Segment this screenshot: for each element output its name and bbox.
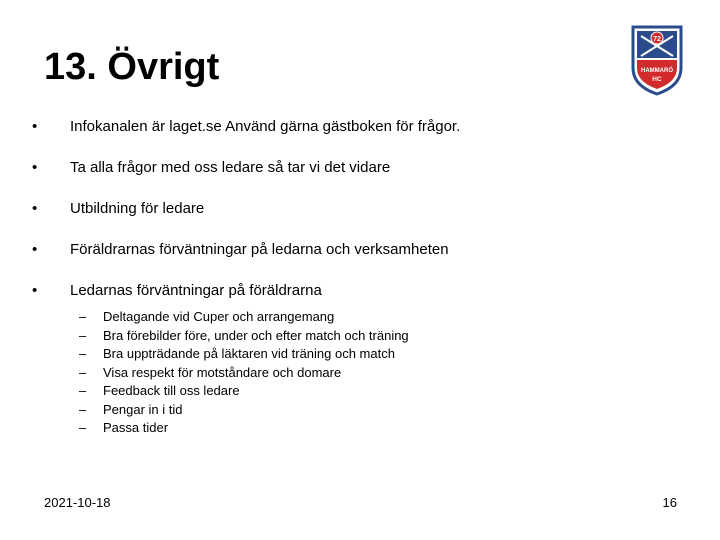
sub-bullet-item [79,364,409,383]
sub-bullet-text: Feedback till oss ledare [103,383,240,398]
sub-bullet-item [79,382,409,401]
bullet-text: Ledarnas förväntningar på föräldrarna [70,282,322,299]
sub-bullet-list [79,308,409,438]
sub-bullet-item [79,308,409,327]
bullet-text: Infokanalen är laget.se Använd gärna gästboken för frågor. [70,118,461,135]
page-number: 16 [662,495,677,510]
bullet-marker: • [32,200,38,217]
sub-bullet-text: Pengar in i tid [103,401,183,417]
sub-bullet-item [79,419,409,438]
sub-bullet-marker: – [79,364,87,380]
bullet-item [32,118,692,136]
sub-bullet-marker: – [79,346,87,361]
bullet-item [32,200,692,218]
footer-date: 2021-10-18 [44,495,111,510]
bullet-text: Ta alla frågor med oss ledare så tar vi det vidare [70,159,391,176]
logo-year: 72 [653,36,661,43]
sub-bullet-item [79,327,409,346]
sub-bullet-text: Visa respekt för motståndare och domare [103,364,342,380]
sub-bullet-marker: – [79,383,87,398]
bullet-marker: • [32,118,38,135]
sub-bullet-text: Deltagande vid Cuper och arrangemang [103,309,335,324]
slide-title: 13. Övrigt [44,46,220,88]
sub-bullet-marker: – [79,401,87,417]
sub-bullet-text: Passa tider [103,420,169,435]
bullet-list [32,118,692,323]
bullet-item [32,241,692,259]
bullet-item [32,282,692,300]
logo-name-line2: HC [652,76,662,83]
sub-bullet-marker: – [79,327,87,343]
sub-bullet-marker: – [79,309,87,324]
bullet-text: Utbildning för ledare [70,200,205,217]
sub-bullet-item [79,401,409,420]
hockey-club-crest-icon [630,24,684,96]
bullet-text: Föräldrarnas förväntningar på ledarna och verksamheten [70,241,449,258]
sub-bullet-text: Bra uppträdande på läktaren vid träning och match [103,346,395,361]
logo-name-line1: HAMMARÖ [641,68,673,74]
sub-bullet-text: Bra förebilder före, under och efter match och träning [103,327,409,343]
bullet-marker: • [32,282,38,299]
bullet-marker: • [32,159,38,176]
sub-bullet-item [79,345,409,364]
bullet-marker: • [32,241,38,258]
sub-bullet-marker: – [79,420,87,435]
bullet-item [32,159,692,177]
